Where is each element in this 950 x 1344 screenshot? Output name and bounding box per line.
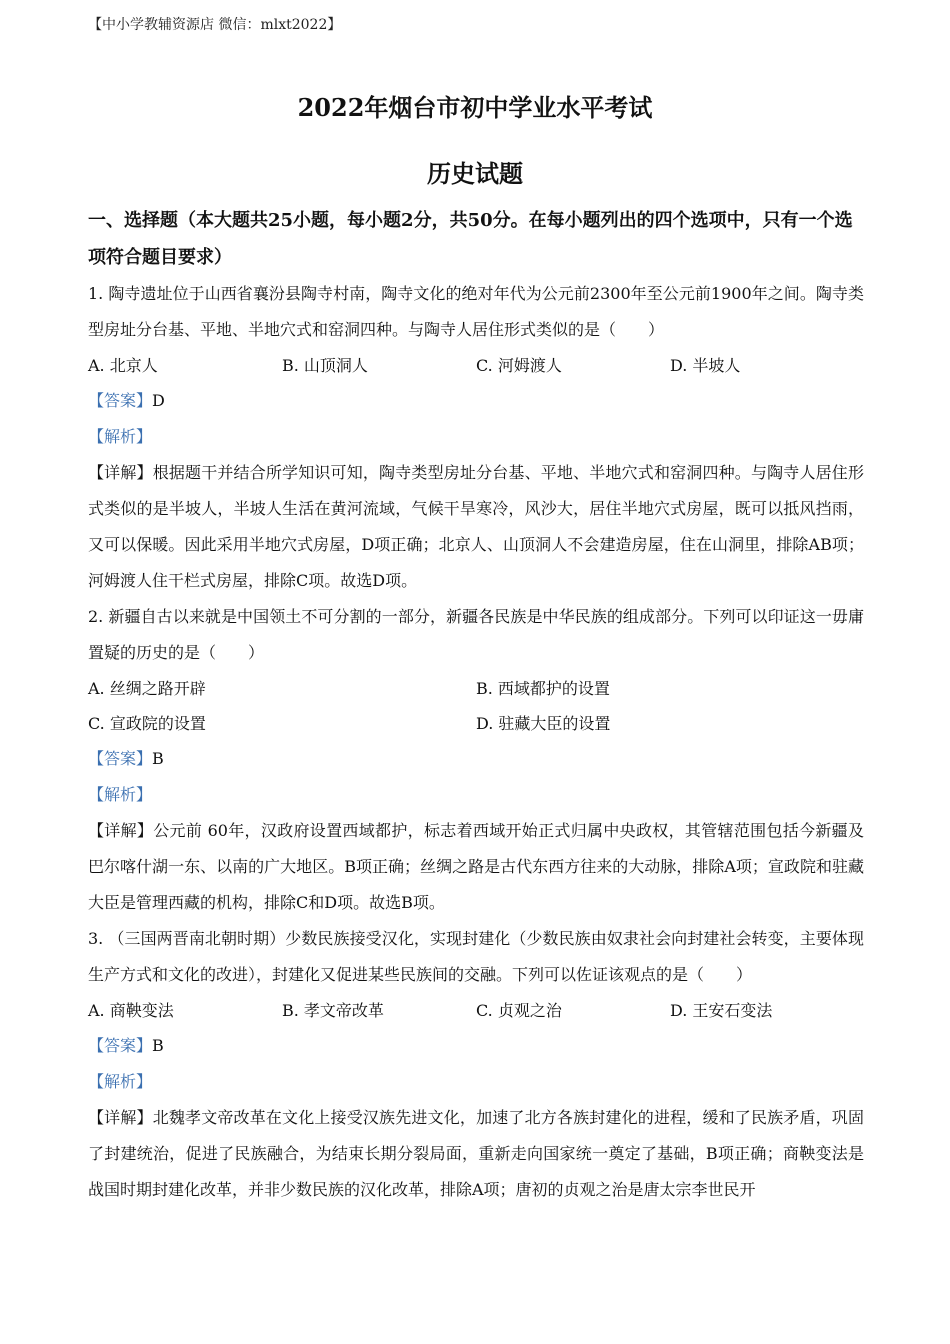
detail-paragraph: [88, 813, 864, 921]
option-b: B. 山顶洞人: [282, 356, 368, 375]
analysis-label: 【解析】: [88, 785, 153, 804]
answer-label: 【答案】: [88, 749, 153, 768]
analysis-line: [88, 419, 864, 455]
question-stem: 1. 陶寺遗址位于山西省襄汾县陶寺村南，陶寺文化的绝对年代为公元前2300年至公元前1900年之间。陶寺类型房址分台基、平地、半地穴式和窑洞四种。与陶寺人居住形式类似的是（ ）: [88, 284, 864, 339]
answer-line: [88, 383, 864, 419]
detail-label: 【详解】: [88, 1108, 153, 1127]
question-1: [88, 276, 864, 599]
options-row: [88, 671, 864, 706]
option-b: B. 孝文帝改革: [282, 1001, 384, 1020]
detail-text: 公元前 60年，汉政府设置西域都护，标志着西域开始正式归属中央政权，其管辖范围包括今新疆及巴尔喀什湖一东、以南的广大地区。B项正确；丝绸之路是古代东西方往来的大动脉，排除A项；宣政院和驻藏大臣是管理西藏的机构，排除C和D项。故选B项。: [88, 821, 864, 912]
option-b: B. 西域都护的设置: [476, 679, 610, 698]
options-row: [88, 706, 864, 741]
answer-value: B: [152, 1036, 164, 1055]
answer-label: 【答案】: [88, 1036, 153, 1055]
question-stem: 3. （三国两晋南北朝时期）少数民族接受汉化，实现封建化（少数民族由奴隶社会向封建社会转变，主要体现生产方式和文化的改进），封建化又促进某些民族间的交融。下列可以佐证该观点的是（ ）: [88, 929, 864, 984]
option-d: D. 半坡人: [670, 356, 741, 375]
answer-value: D: [152, 391, 165, 410]
question-stem: 2. 新疆自古以来就是中国领土不可分割的一部分，新疆各民族是中华民族的组成部分。下列可以印证这一毋庸置疑的历史的是（ ）: [88, 607, 864, 662]
header-note: 【中小学教辅资源店 微信：mlxt2022】: [88, 17, 342, 33]
question-3: [88, 921, 864, 1208]
option-a: A. 商鞅变法: [88, 1001, 174, 1020]
options-row: [88, 993, 864, 1028]
question-2: [88, 599, 864, 921]
option-a: A. 丝绸之路开辟: [88, 679, 206, 698]
analysis-label: 【解析】: [88, 1072, 153, 1091]
analysis-label: 【解析】: [88, 427, 153, 446]
answer-line: [88, 1028, 864, 1064]
section-heading: 一、选择题（本大题共25小题，每小题2分，共50分。在每小题列出的四个选项中，只有一个选项符合题目要求）: [88, 210, 853, 268]
options-row: [88, 348, 864, 383]
document-body: [88, 202, 864, 1208]
detail-paragraph: [88, 455, 864, 599]
exam-title: 2022年烟台市初中学业水平考试: [297, 93, 653, 122]
option-a: A. 北京人: [88, 356, 158, 375]
option-c: C. 河姆渡人: [476, 356, 562, 375]
detail-text: 根据题干并结合所学知识可知，陶寺类型房址分台基、平地、半地穴式和窑洞四种。与陶寺人居住形式类似的是半坡人，半坡人生活在黄河流域，气候干旱寒冷，风沙大，居住半地穴式房屋，既可以抵风挡雨，又可以保暖。因此采用半地穴式房屋，D项正确；北京人、山顶洞人不会建造房屋，住在山洞里，排除AB项；河姆渡人住干栏式房屋，排除C项。故选D项。: [88, 463, 864, 590]
analysis-line: [88, 1064, 864, 1100]
answer-value: B: [152, 749, 164, 768]
option-d: D. 王安石变法: [670, 1001, 773, 1020]
detail-label: 【详解】: [88, 463, 153, 482]
option-d: D. 驻藏大臣的设置: [476, 714, 611, 733]
answer-label: 【答案】: [88, 391, 153, 410]
analysis-line: [88, 777, 864, 813]
option-c: C. 宣政院的设置: [88, 714, 206, 733]
detail-paragraph: [88, 1100, 864, 1208]
detail-label: 【详解】: [88, 821, 154, 840]
answer-line: [88, 741, 864, 777]
exam-subtitle: 历史试题: [427, 159, 523, 188]
detail-text: 北魏孝文帝改革在文化上接受汉族先进文化，加速了北方各族封建化的进程，缓和了民族矛盾，巩固了封建统治，促进了民族融合，为结束长期分裂局面，重新走向国家统一奠定了基础，B项正确；商鞅变法是战国时期封建化改革，并非少数民族的汉化改革，排除A项；唐初的贞观之治是唐太宗李世民开: [88, 1108, 864, 1199]
option-c: C. 贞观之治: [476, 1001, 562, 1020]
